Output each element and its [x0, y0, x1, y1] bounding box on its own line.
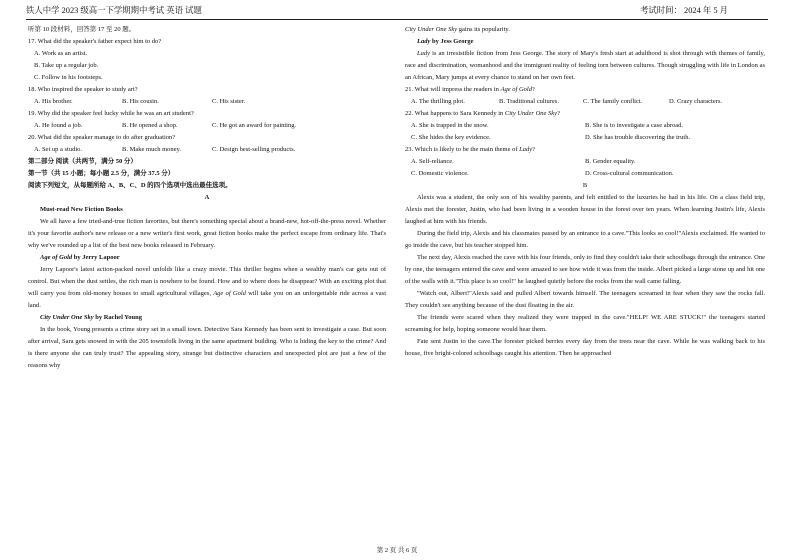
q21-options	[405, 96, 765, 108]
q23-option-d: D. Cross-cultural communication.	[585, 170, 674, 177]
q19-option-c: C. He got an award for painting.	[212, 122, 297, 129]
book2-title-inline: City Under One Sky	[405, 26, 458, 33]
book3-title: Lady	[417, 38, 431, 45]
question-19: 19. Why did the speaker feel lucky while he was an art student?	[28, 110, 194, 117]
q20-option-a: A. Set up a studio.	[34, 146, 83, 153]
book2-continued-text: gains its popularity.	[457, 26, 510, 33]
q22-option-d: D. She has trouble discovering the truth.	[585, 134, 691, 141]
book3-heading	[405, 36, 765, 48]
passage-a-title: Must-read New Fiction Books	[40, 206, 123, 213]
listening-intro: 听第 10 段材料，回答第 17 至 20 题。	[28, 26, 136, 33]
q23-options-ab	[405, 156, 765, 168]
book1-text-2: will take you on an unforgettable ride across a vast land.	[28, 290, 387, 309]
book2-author: by Rachel Young	[93, 314, 142, 321]
q22-option-a: A. She is trapped in the snow.	[411, 122, 489, 129]
passage-b-para-4: "Watch out, Albert!"Alexis said and pulled Albert towards himself. The teenagers screamed in fear when they saw the rocks fall. They couldn't see anything because of the dust floating in the air.	[405, 290, 765, 309]
q17-option-c: C. Follow in his footsteps.	[34, 74, 103, 81]
q17-option-a: A. Work as an artist.	[34, 50, 88, 57]
book2-continued	[405, 24, 765, 36]
part-two-heading: 第二部分 阅读（共两节，满分 50 分）	[28, 158, 137, 165]
q20-options	[28, 144, 386, 156]
reading-instructions: 阅读下列短文，从每题所给 A、B、C、D 的四个选项中选出最佳选项。	[28, 182, 232, 189]
question-22: 22. What happens to Sara Kennedy in City Under One Sky?	[405, 110, 560, 117]
exam-date: 考试时间： 2024 年 5 月	[640, 6, 728, 15]
book2-title: City Under One Sky	[40, 314, 94, 321]
book3-description	[405, 48, 765, 84]
q20-option-c: C. Design best-selling products.	[212, 146, 296, 153]
q23-option-b: B. Gender equality.	[585, 158, 636, 165]
q19-option-a: A. He found a job.	[34, 122, 83, 129]
passage-b-para-3: The next day, Alexis reached the cave with his four friends, only to find they couldn't take their schoolbags through the entrance. One by one, the teenagers entered the cave and were amazed to see how wide it was from the inside. Albert picked a large stone up and hit one of the walls with it."This place is so cool!" he laughed quietly before the rocks from the wall came falling.	[405, 254, 765, 285]
q18-option-c: C. His sister.	[212, 98, 246, 105]
q23-option-c: C. Domestic violence.	[411, 170, 469, 177]
book1-title: Age of Gold	[40, 254, 73, 261]
passage-b-label: B	[582, 182, 588, 189]
left-column	[28, 24, 386, 372]
book1-text-1: Jerry Lapoor's latest action-packed novel unfolds like a crazy movie. This thriller begins when a wealthy man's car gets out of control. But when the dust settles, the rich man is nowhere to be found. How and to where does he disappear? With an exciting plot that will carry you from old-money houses to small agricultural villages,	[28, 266, 386, 297]
book2-description: In the book, Young presents a crime story set in a small town. Detective Sara Kennedy has been sent to investigate a case. But soon after arrival, Sara gets snowed in with the 205 townsfolk living in the same apartment building. Who is hiding the key to the crime? And is there anyone she can truly trust? The appealing story, strange but distinctive characters and unexpected plot are just a few of the reasons why	[28, 326, 386, 369]
passage-b-para-2: During the field trip, Alexis and his classmates passed by an entrance to a cave."This looks so cool!"Alexis exclaimed. He wanted to go inside the cave, but his teacher stopped him.	[405, 230, 765, 249]
q21-option-a: A. The thrilling plot.	[411, 98, 465, 105]
question-18: 18. Who inspired the speaker to study art?	[28, 86, 138, 93]
book1-description	[28, 264, 386, 312]
passage-a-label: A	[204, 194, 210, 201]
passage-b-para-6: Fate sent Justin to the cave.The forester picked berries every day from the trees near the cave. While he was walking back to his house, five bright-colored schoolbags caught his attention. Then he approached	[405, 338, 765, 357]
question-21: 21. What will impress the readers in Age of Gold?	[405, 86, 535, 93]
book3-author: by Jess George	[430, 38, 474, 45]
q23-options-cd	[405, 168, 765, 180]
header-divider	[26, 19, 768, 20]
book3-text: is an irresistible fiction from Jess George. The story of Mary's fresh start at adulthood is shot through with themes of family, race and discrimination, womanhood and the immigrant reality of feeling torn between cultures. Though struggling with life in London as an African, Mary jumps at every chance to stand on her own feet.	[405, 50, 765, 81]
passage-b-para-5: The friends were scared when they realized they were trapped in the cave."HELP! WE ARE STUCK!" the teenagers started screaming for help, hoping someone would hear them.	[405, 314, 765, 333]
q23-option-a: A. Self-reliance.	[411, 158, 454, 165]
exam-title: 铁人中学 2023 级高一下学期期中考试 英语 试题	[26, 6, 202, 15]
q22-option-c: C. She hides the key evidence.	[411, 134, 491, 141]
book3-title-inline: Lady	[417, 50, 430, 57]
passage-b-para-1: Alexis was a student, the only son of his wealthy parents, and felt entitled to the luxuries he had in his life. On a class field trip, Alexis met the forester, Justin, who had been living in a wooden house in the forest over ten years. When learning Justin's life, Alexis laughed at him with his friends.	[405, 194, 765, 225]
book1-title-inline: Age of Gold	[213, 290, 246, 297]
book1-author: by Jerry Lapoor	[72, 254, 120, 261]
q17-option-b: B. Take up a regular job.	[34, 62, 99, 69]
right-column	[405, 24, 765, 360]
q21-option-b: B. Traditional cultures.	[499, 98, 559, 105]
question-17: 17. What did the speaker's father expect him to do?	[28, 38, 162, 45]
q18-option-b: B. His cousin.	[122, 98, 159, 105]
q22-options-cd	[405, 132, 765, 144]
q20-option-b: B. Make much money.	[122, 146, 181, 153]
q22-options-ab	[405, 120, 765, 132]
section-one-heading: 第一节（共 15 小题；每小题 2.5 分，满分 37.5 分）	[28, 170, 175, 177]
page-footer: 第 2 页 共 6 页	[376, 547, 418, 554]
question-20: 20. What did the speaker manage to do after graduation?	[28, 134, 176, 141]
book1-heading	[28, 252, 386, 264]
question-23: 23. Which is likely to be the main theme of Lady?	[405, 146, 536, 153]
q22-option-b: B. She is to investigate a case abroad.	[585, 122, 684, 129]
q18-options	[28, 96, 386, 108]
q19-options	[28, 120, 386, 132]
passage-a-intro: We all have a few tried-and-true fiction favorites, but there's something special about a brand-new, hot-off-the-press novel. Whether it's your favorite author's new release or a new writer's first work, great fiction books make the perfect escape from ordinary life. That's why we've rounded up a list of the best new books released in February.	[28, 218, 386, 249]
page-header	[26, 4, 768, 18]
q18-option-a: A. His brother.	[34, 98, 73, 105]
book2-heading	[28, 312, 386, 324]
q21-option-c: C. The family conflict.	[583, 98, 643, 105]
q21-option-d: D. Crazy characters.	[669, 98, 723, 105]
q19-option-b: B. He opened a shop.	[122, 122, 178, 129]
